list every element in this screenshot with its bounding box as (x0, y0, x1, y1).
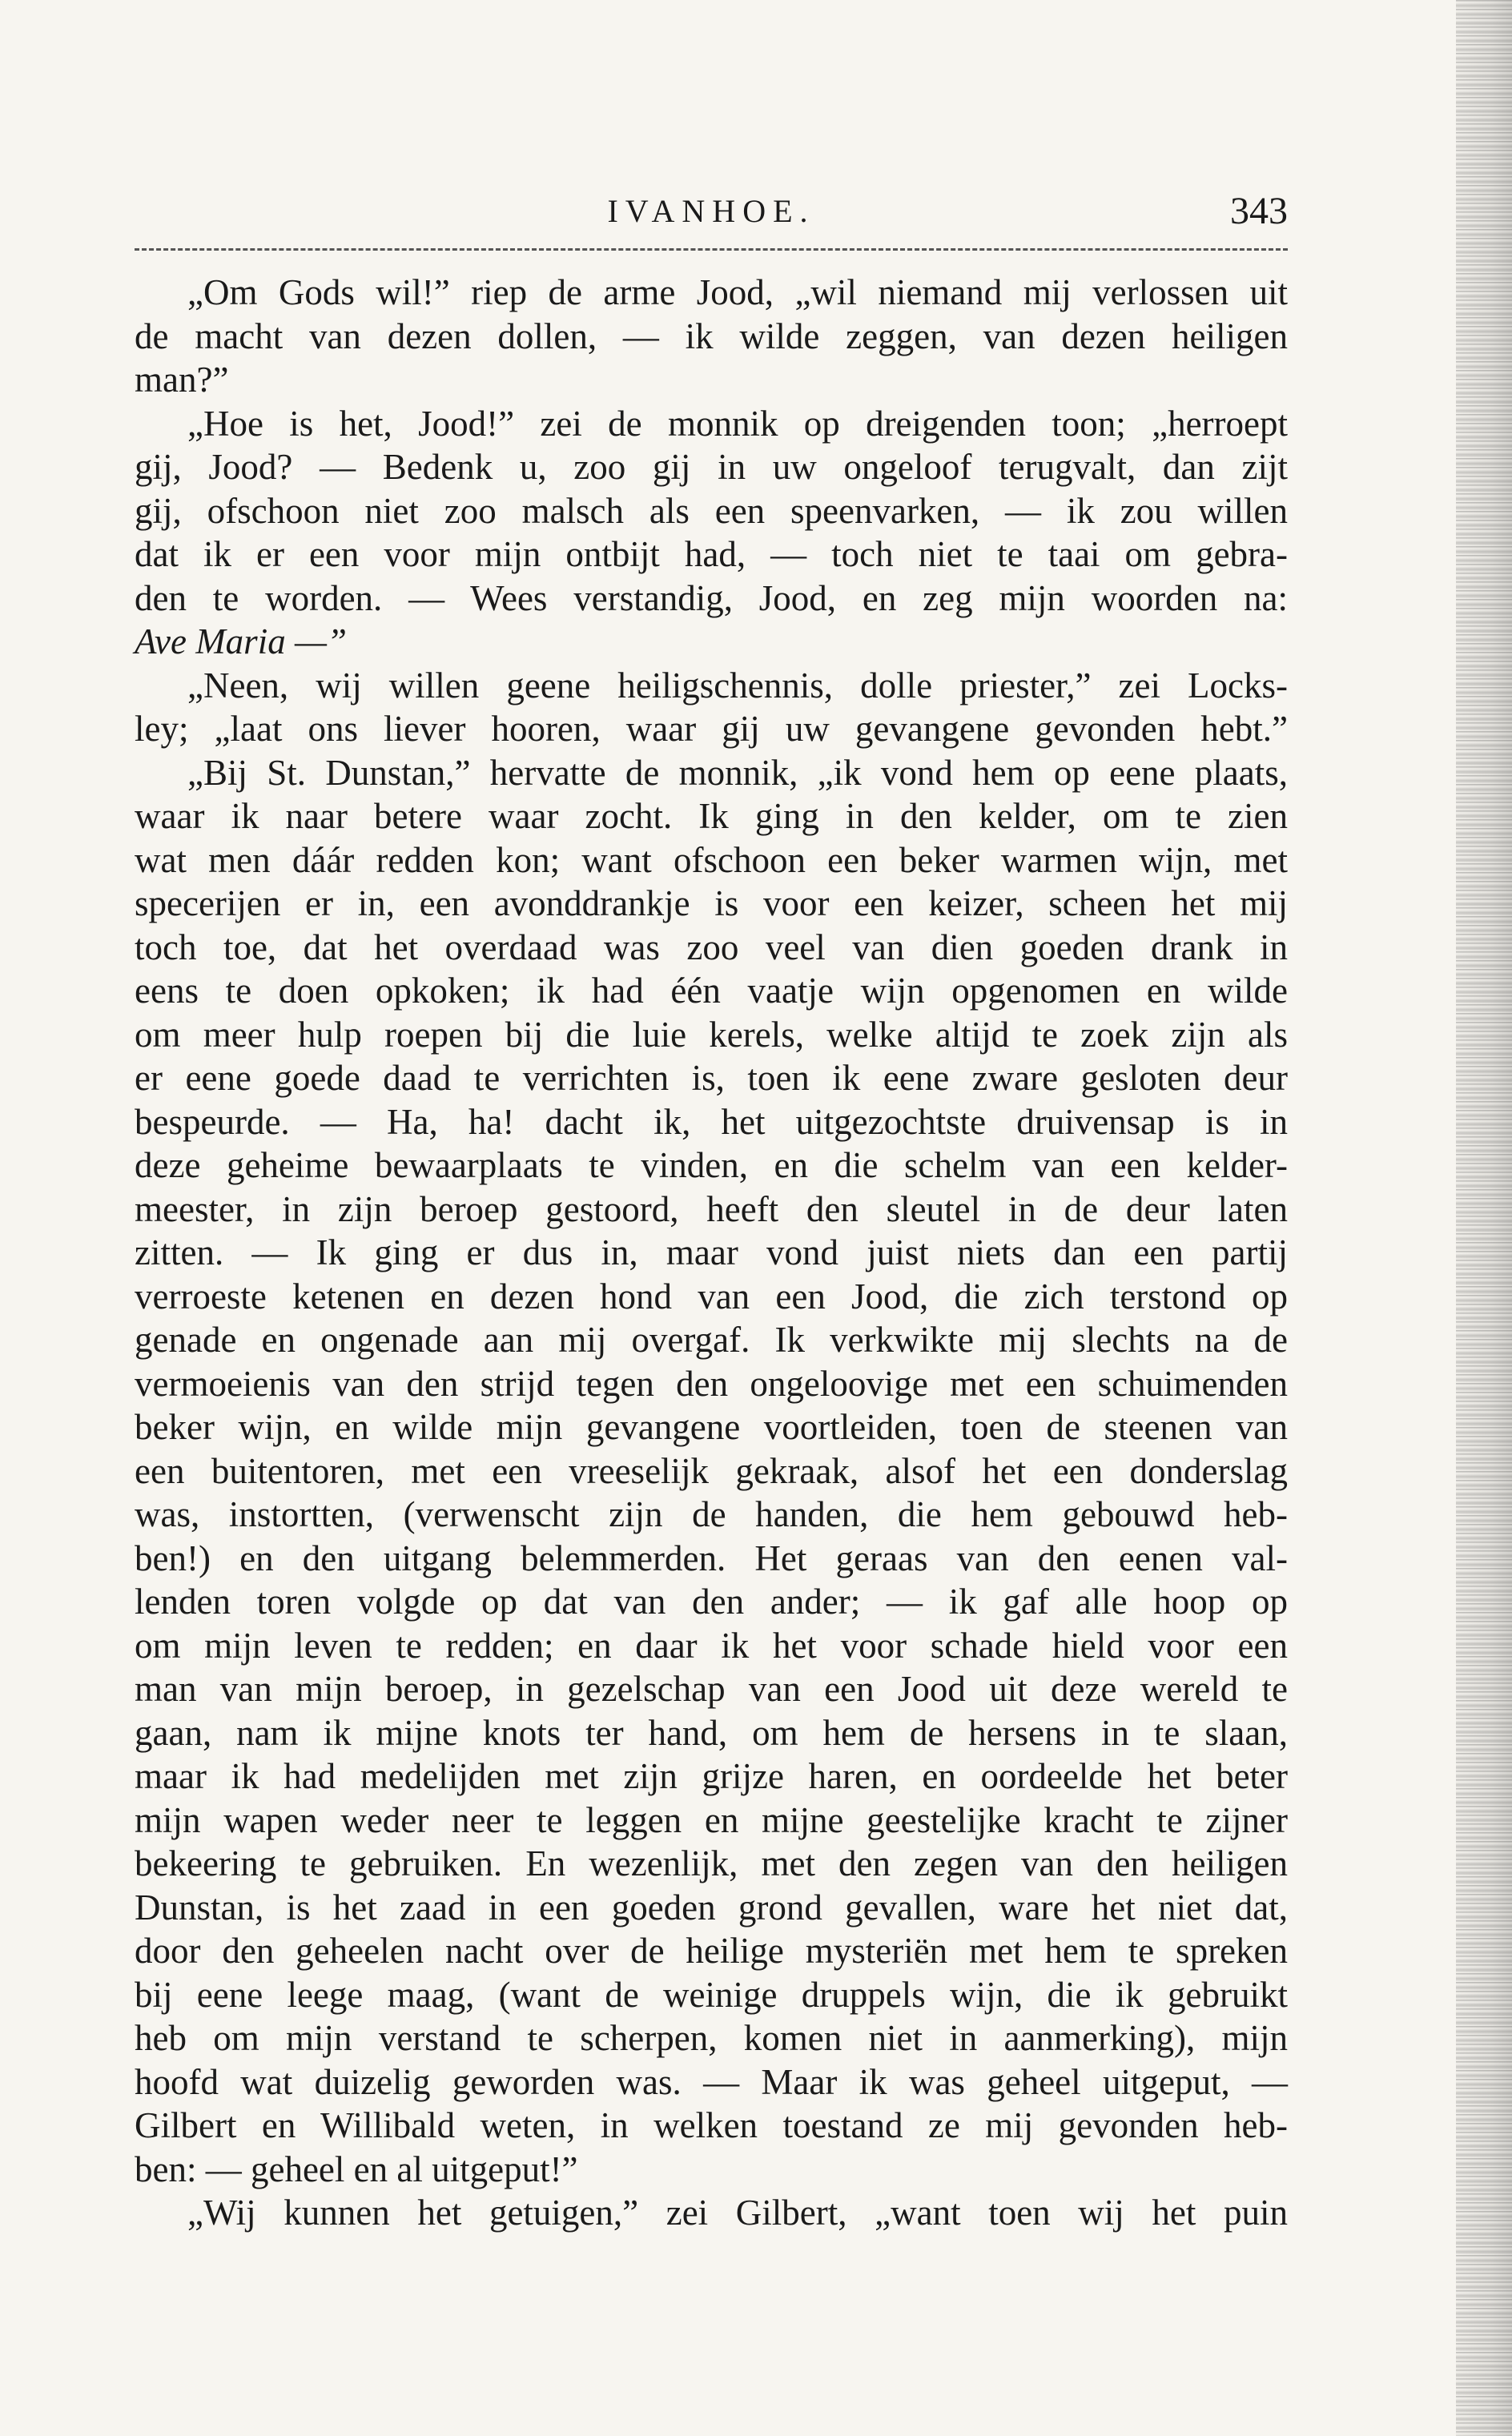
text-line: eens te doen opkoken; ik had één vaatje wijn opgenomen en wilde (135, 971, 1288, 1011)
text-line: gaan, nam ik mijne knots ter hand, om hem de hersens in te slaan, (135, 1712, 1288, 1753)
text-line: lenden toren volgde op dat van den ander; — ik gaf alle hoop op (135, 1582, 1288, 1622)
text-line: genade en ongenade aan mij overgaf. Ik verkwikte mij slechts na de (135, 1320, 1288, 1360)
text-line: bespeurde. — Ha, ha! dacht ik, het uitgezochtste druivensap is in (135, 1101, 1288, 1142)
header-rule (135, 248, 1288, 251)
text-line: bekeering te gebruiken. En wezenlijk, met den zegen van den heiligen (135, 1843, 1288, 1883)
text-line: bij eene leege maag, (want de weinige druppels wijn, die ik gebruikt (135, 1974, 1288, 2015)
text-line: een buitentoren, met een vreeselijk gekraak, alsof het een donderslag (135, 1450, 1288, 1491)
text-line: specerijen er in, een avonddrankje is voor een keizer, scheen het mij (135, 883, 1288, 923)
text-line: om meer hulp roepen bij die luie kerels, welke altijd te zoek zijn als (135, 1014, 1288, 1055)
text-line: „Hoe is het, Jood!” zei de monnik op dreigenden toon; „herroept (187, 403, 1288, 444)
text-line: mijn wapen weder neer te leggen en mijne geestelijke kracht te zijner (135, 1799, 1288, 1840)
text-line: Gilbert en Willibald weten, in welken toestand ze mij gevonden heb- (135, 2105, 1288, 2145)
text-line: de macht van dezen dollen, — ik wilde zeggen, van dezen heiligen (135, 316, 1288, 356)
text-line: was, instortten, (verwenscht zijn de handen, die hem gebouwd heb- (135, 1494, 1288, 1534)
text-line: gij, Jood? — Bedenk u, zoo gij in uw ongeloof terugvalt, dan zijt (135, 447, 1288, 487)
text-line: om mijn leven te redden; en daar ik het voor schade hield voor een (135, 1625, 1288, 1666)
text-line: „Wij kunnen het getuigen,” zei Gilbert, „want toen wij het puin (187, 2193, 1288, 2233)
body-text (135, 271, 1288, 2235)
text-line: gij, ofschoon niet zoo malsch als een speenvarken, — ik zou willen (135, 490, 1288, 531)
text-line: Ave Maria —” (135, 621, 347, 661)
text-line: man van mijn beroep, in gezelschap van een Jood uit deze wereld te (135, 1669, 1288, 1709)
text-line: dat ik er een voor mijn ontbijt had, — toch niet te taai om gebra- (135, 534, 1288, 574)
text-line: „Bij St. Dunstan,” hervatte de monnik, „ik vond hem op eene plaats, (187, 752, 1288, 793)
text-line: vermoeienis van den strijd tegen den ongeloovige met een schuimenden (135, 1363, 1288, 1404)
text-line: man?” (135, 360, 229, 400)
text-line: maar ik had medelijden met zijn grijze haren, en oordeelde het beter (135, 1756, 1288, 1796)
running-title: IVANHOE. (607, 193, 815, 229)
text-line: waar ik naar betere waar zocht. Ik ging in den kelder, om te zien (135, 796, 1288, 836)
text-line: wat men dáár redden kon; want ofschoon een beker warmen wijn, met (135, 839, 1288, 880)
text-line: „Om Gods wil!” riep de arme Jood, „wil niemand mij verlossen uit (187, 272, 1288, 312)
text-line: door den geheelen nacht over de heilige mysteriën met hem te spreken (135, 1931, 1288, 1971)
text-line: toch toe, dat het overdaad was zoo veel van dien goeden drank in (135, 927, 1288, 967)
text-line: heb om mijn verstand te scherpen, komen niet in aanmerking), mijn (135, 2018, 1288, 2058)
text-line: er eene goede daad te verrichten is, toen ik eene zware gesloten deur (135, 1058, 1288, 1098)
text-line: zitten. — Ik ging er dus in, maar vond juist niets dan een partij (135, 1232, 1288, 1272)
scan-edge (1456, 0, 1512, 2436)
text-line: „Neen, wij willen geene heiligschennis, dolle priester,” zei Locks- (187, 665, 1288, 705)
text-line: beker wijn, en wilde mijn gevangene voortleiden, toen de steenen van (135, 1407, 1288, 1447)
text-line: Dunstan, is het zaad in een goeden grond gevallen, ware het niet dat, (135, 1887, 1288, 1927)
text-line: den te worden. — Wees verstandig, Jood, en zeg mijn woorden na: (135, 577, 1288, 618)
text-line: deze geheime bewaarplaats te vinden, en die schelm van een kelder- (135, 1145, 1288, 1185)
text-line: ley; „laat ons liever hooren, waar gij uw gevangene gevonden hebt.” (135, 709, 1288, 749)
page-number: 343 (1230, 190, 1288, 232)
page-header (135, 189, 1288, 237)
text-line: ben!) en den uitgang belemmerden. Het geraas van den eenen val- (135, 1538, 1288, 1578)
text-line: verroeste ketenen en dezen hond van een Jood, die zich terstond op (135, 1276, 1288, 1316)
text-line: meester, in zijn beroep gestoord, heeft den sleutel in de deur laten (135, 1188, 1288, 1229)
text-line: ben: — geheel en al uitgeput!” (135, 2149, 578, 2189)
text-line: hoofd wat duizelig geworden was. — Maar ik was geheel uitgeput, — (135, 2061, 1288, 2102)
